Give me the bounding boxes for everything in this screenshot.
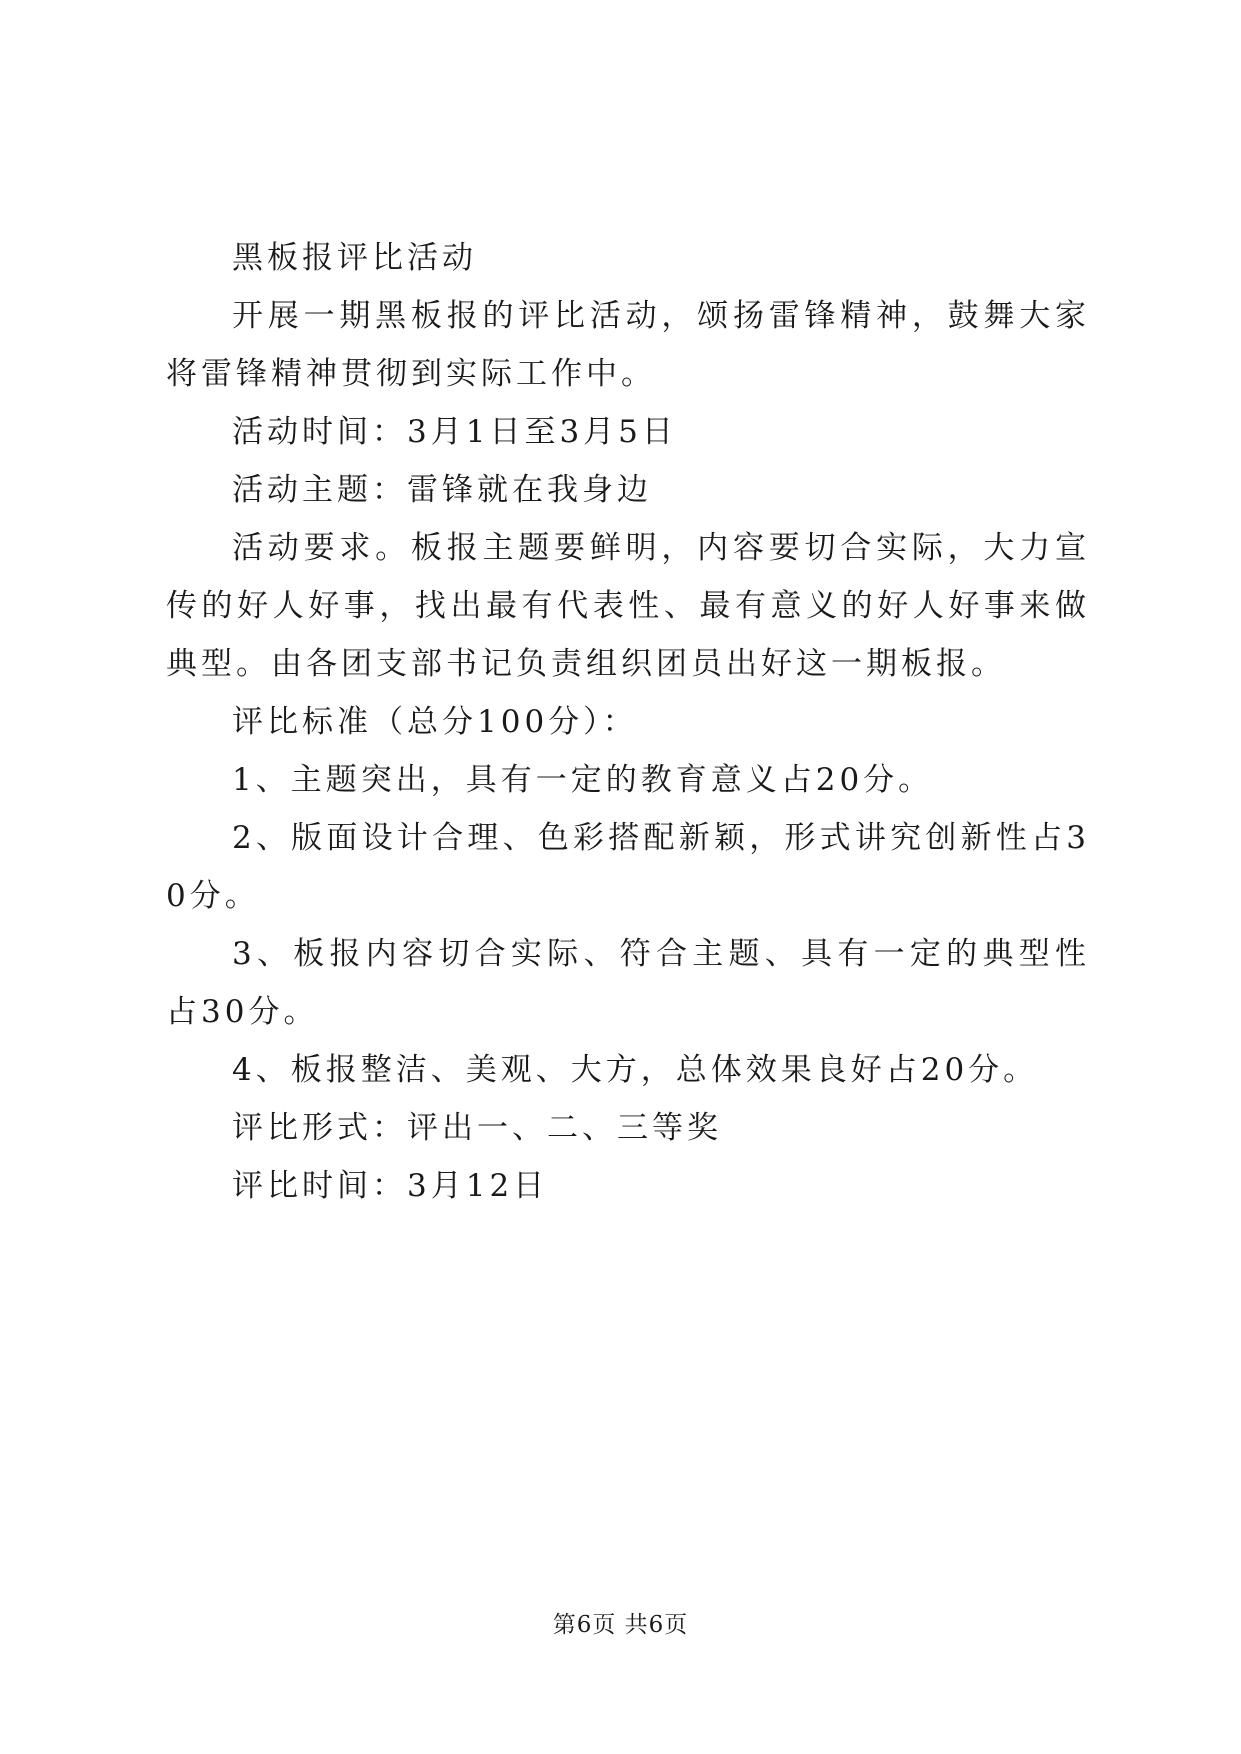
activity-theme: 活动主题：雷锋就在我身边	[232, 472, 652, 508]
criteria-item-1: 1、主题突出，具有一定的教育意义占20分。	[232, 762, 934, 798]
page-number-footer: 第6页 共6页	[552, 1612, 689, 1638]
award-format: 评比形式：评出一、二、三等奖	[232, 1110, 722, 1146]
criteria-item-2: 2、版面设计合理、色彩搭配新颖，形式讲究创新性占30分。	[166, 820, 1090, 914]
criteria-item-3: 3、板报内容切合实际、符合主题、具有一定的典型性占30分。	[166, 936, 1090, 1030]
activity-time: 活动时间：3月1日至3月5日	[232, 414, 677, 450]
criteria-heading: 评比标准（总分100分）：	[232, 704, 638, 740]
document-body	[166, 229, 1090, 1215]
criteria-item-4: 4、板报整洁、美观、大方，总体效果良好占20分。	[232, 1052, 1039, 1088]
activity-requirements: 活动要求。板报主题要鲜明，内容要切合实际，大力宣传的好人好事，找出最有代表性、最有意义的好人好事来做典型。由各团支部书记负责组织团员出好这一期板报。	[166, 530, 1090, 682]
intro-paragraph: 开展一期黑板报的评比活动，颂扬雷锋精神，鼓舞大家将雷锋精神贯彻到实际工作中。	[166, 298, 1090, 392]
judging-time: 评比时间：3月12日	[232, 1168, 549, 1204]
section-title: 黑板报评比活动	[232, 240, 477, 276]
